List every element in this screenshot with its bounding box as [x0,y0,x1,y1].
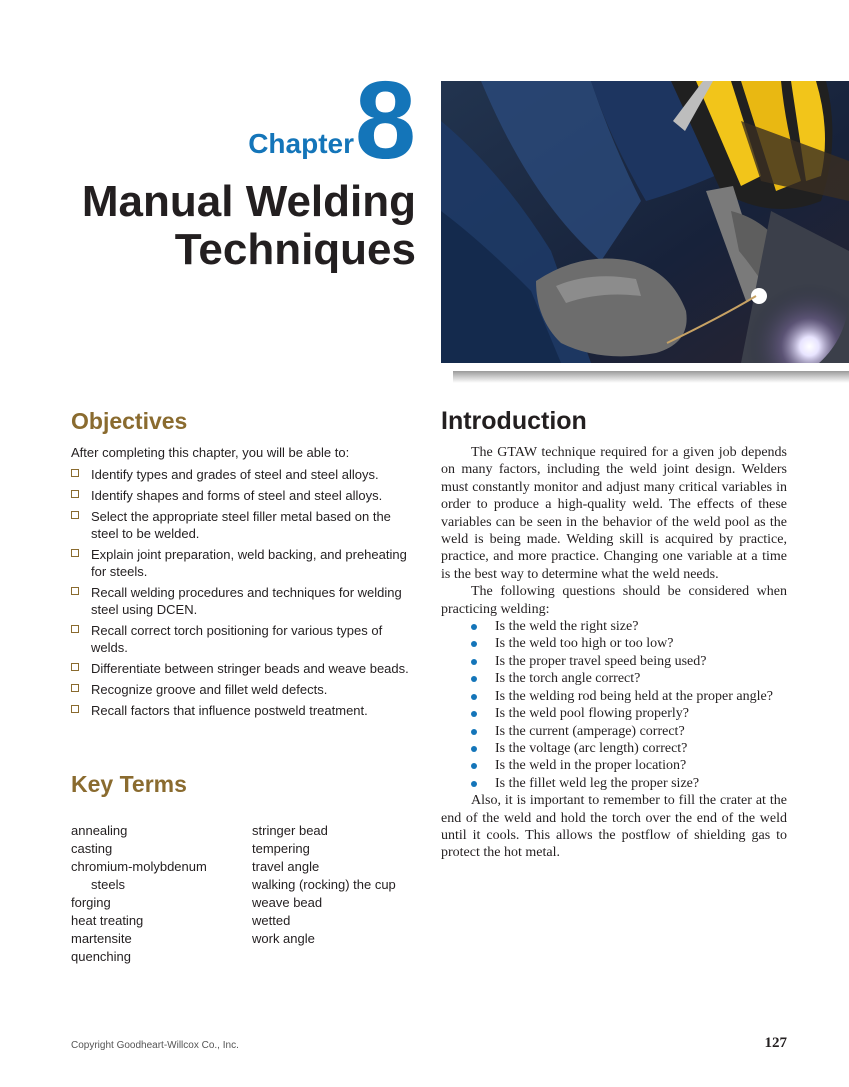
checkbox-square-icon [71,625,79,633]
welding-photo-illustration [441,81,849,363]
bullet-icon [471,659,477,665]
list-item: Is the proper travel speed being used? [471,653,787,670]
intro-paragraph-3: Also, it is important to remember to fill the crater at the end of the weld and hold the torch over the end of the weld until it cools. This allows the postflow of shielding gas to protect the hot metal. [441,793,787,861]
list-item: Is the welding rod being held at the proper angle? [471,688,787,705]
key-term: travel angle [252,859,320,874]
objective-item: Select the appropriate steel filler metal based on the steel to be welded. [71,508,411,542]
chapter-title-line-2: Techniques [174,225,416,274]
checkbox-square-icon [71,490,79,498]
key-term: tempering [252,841,310,856]
key-term: casting [71,841,113,856]
key-term: stringer bead [252,823,328,838]
objective-item: Identify shapes and forms of steel and steel alloys. [71,487,411,504]
checkbox-square-icon [71,469,79,477]
checkbox-square-icon [71,684,79,692]
objectives-intro: After completing this chapter, you will be able to: [71,445,350,460]
chapter-label: Chapter [248,128,354,159]
bullet-icon [471,729,477,735]
bullet-icon [471,746,477,752]
key-term: heat treating [71,913,144,928]
key-term: annealing [71,823,128,838]
chapter-photo [441,81,849,363]
page-number: 127 [764,1035,787,1051]
objective-item: Identify types and grades of steel and steel alloys. [71,466,411,483]
list-item: Is the weld in the proper location? [471,757,787,774]
checkbox-square-icon [71,663,79,671]
objective-item: Explain joint preparation, weld backing, and preheating for steels. [71,546,411,580]
introduction-body [441,444,787,862]
key-term: quenching [71,949,131,964]
objective-item: Recognize groove and fillet weld defects. [71,681,411,698]
bullet-icon [471,676,477,682]
key-term: chromium-molybdenum [71,859,207,874]
list-item: Is the current (amperage) correct? [471,723,787,740]
key-term: wetted [252,913,291,928]
key-terms-heading: Key Terms [71,771,187,797]
bullet-icon [471,624,477,630]
bullet-icon [471,763,477,769]
key-term: forging [71,895,111,910]
chapter-number: 8 [354,59,416,182]
bullet-icon [471,781,477,787]
question-list [441,618,787,792]
list-item: Is the torch angle correct? [471,670,787,687]
copyright-notice: Copyright Goodheart-Willcox Co., Inc. [71,1040,239,1051]
intro-paragraph-1: The GTAW technique required for a given job depends on many factors, including the weld joint design. Welders must constantly monitor and adjust many critical variables in order to produce a high-quality weld. The effects of these variables can be seen in the behavior of the weld pool as the weld is being made. Welding skill is acquired by practice, practice, and more practice. Changing one variable at a time is the best way to determine what the weld needs. [441,445,787,582]
objective-item: Recall welding procedures and techniques for welding steel using DCEN. [71,584,411,618]
key-term: martensite [71,931,132,946]
chapter-title [60,178,416,274]
list-item: Is the weld the right size? [471,618,787,635]
checkbox-square-icon [71,705,79,713]
objective-item: Differentiate between stringer beads and weave beads. [71,660,411,677]
bullet-icon [471,641,477,647]
introduction-heading: Introduction [441,407,587,435]
checkbox-square-icon [71,549,79,557]
list-item: Is the voltage (arc length) correct? [471,740,787,757]
key-terms-column-1 [71,822,207,966]
key-term: steels [91,877,125,892]
objectives-heading: Objectives [71,408,188,434]
objective-item: Recall correct torch positioning for various types of welds. [71,622,411,656]
objective-item: Recall factors that influence postweld treatment. [71,702,411,719]
checkbox-square-icon [71,587,79,595]
chapter-title-line-1: Manual Welding [81,177,416,226]
list-item: Is the fillet weld leg the proper size? [471,775,787,792]
checkbox-square-icon [71,511,79,519]
list-item: Is the weld too high or too low? [471,635,787,652]
bullet-icon [471,694,477,700]
intro-paragraph-2: The following questions should be considered when practicing welding: [441,584,787,617]
objectives-list [71,466,411,723]
chapter-header [60,59,416,274]
key-term: walking (rocking) the cup [252,877,396,892]
list-item: Is the weld pool flowing properly? [471,705,787,722]
key-term: work angle [252,931,315,946]
key-terms-column-2 [252,822,396,948]
key-term: weave bead [252,895,323,910]
bullet-icon [471,711,477,717]
photo-shadow [453,371,849,383]
